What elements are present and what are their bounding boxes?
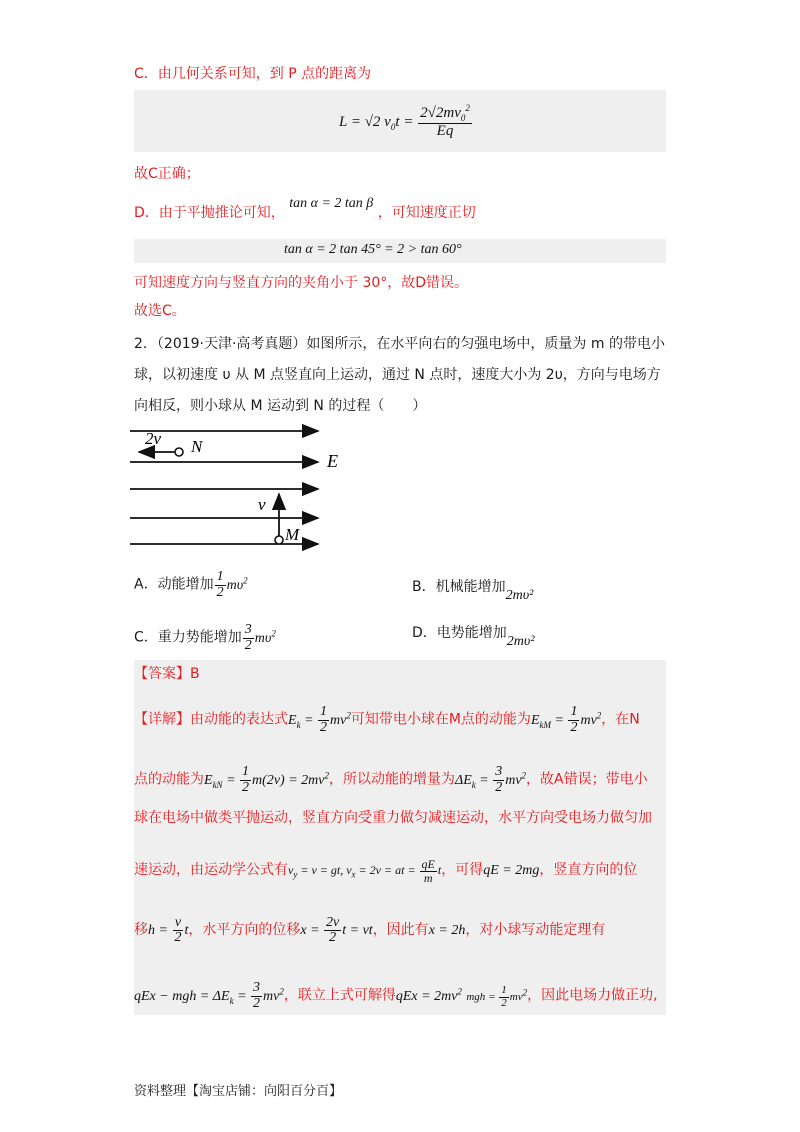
formula-box-tan [134,239,666,263]
question-line-1: 2．（2019·天津·高考真题）如图所示，在水平向右的匀强电场中，质量为 m 的带电小 [134,336,665,352]
formula-tan: tan α = 2 tan 45° = 2 > tan 60° [284,242,462,257]
option-c[interactable]: C．重力势能增加 $\frac{3}{2}$ $m\upsilon^2$ [134,622,276,653]
detail-line-4: 速运动，由运动学公式有$v_y = v$ = gt, $v_x = 2v$ = at = $\frac{qE}{m}$ t，可得qE = 2mg，竖直方向的位 [134,857,638,885]
option-d-line: D．由于平抛推论可知， tan α = 2 tan β ，可知速度正切 [134,196,476,221]
electric-field-figure [125,420,365,555]
question-line-2: 球，以初速度 υ 从 M 点竖直向上运动，通过 N 点时，速度大小为 2υ，方向与电场方 [134,367,661,383]
point-m [275,536,283,544]
c-correct: 故C正确； [134,166,200,182]
option-d[interactable]: D．电势能增加2mυ² [412,625,535,649]
detail-line-1: 【详解】由动能的表达式$E_k$ = $\frac{1}{2}$ $mv^2$可知带电小球在M点的动能为$E_{kM}$ = $\frac{1}{2}$ $mv^2$，在N [134,704,640,735]
detail-line-2: 点的动能为$E_{kN}$ = $\frac{1}{2}$ $m(2v) = 2mv^2$，所以动能的增量为$\Delta E_k$ = $\frac{3}{2}$ $mv^2$，故A错误；带电小 [134,764,648,795]
formula-box-L [134,90,666,152]
option-a[interactable]: A．动能增加 $\frac{1}{2}$ $m\upsilon^2$ [134,569,248,600]
d-conclusion: 可知速度方向与竖直方向的夹角小于 30°，故D错误。 [134,275,469,291]
detail-line-5: 移h = $\frac{v}{2}$ t，水平方向的位移x = $\frac{2v}{2}$ t = vt，因此有x = 2h，对小球写动能定理有 [134,914,606,946]
label-2v: 2v [145,429,162,448]
detail-line-3: 球在电场中做类平抛运动，竖直方向受重力做匀减速运动，水平方向受电场力做匀加 [134,810,652,826]
label-m: M [285,525,300,544]
detail-line-6: qEx − mgh = $\Delta E_k$ = $\frac{3}{2}$ $mv^2$，联立上式可解得qEx = $2mv^2$ mgh = $\frac{1}{2}$ $mv^2$，因此电场力做正功, [134,980,658,1011]
question-line-3: 向相反，则小球从 M 运动到 N 的过程（ ） [134,398,427,414]
option-c-text: C．由几何关系可知，到 P 点的距离为 [134,66,372,82]
label-v: v [258,495,266,514]
point-n [175,448,183,456]
option-b[interactable]: B．机械能增加2mυ² [412,579,534,603]
label-n: N [191,437,203,456]
footer-text: 资料整理【淘宝店铺：向阳百分百】 [134,1084,343,1099]
answer-label: 【答案】B [134,666,200,682]
choose-c: 故选C。 [134,303,186,319]
formula-L: L = √2 $v_0t$ = $\frac{2√2mv_0^2}{Eq}$ [339,103,470,140]
label-e: E [327,451,338,471]
